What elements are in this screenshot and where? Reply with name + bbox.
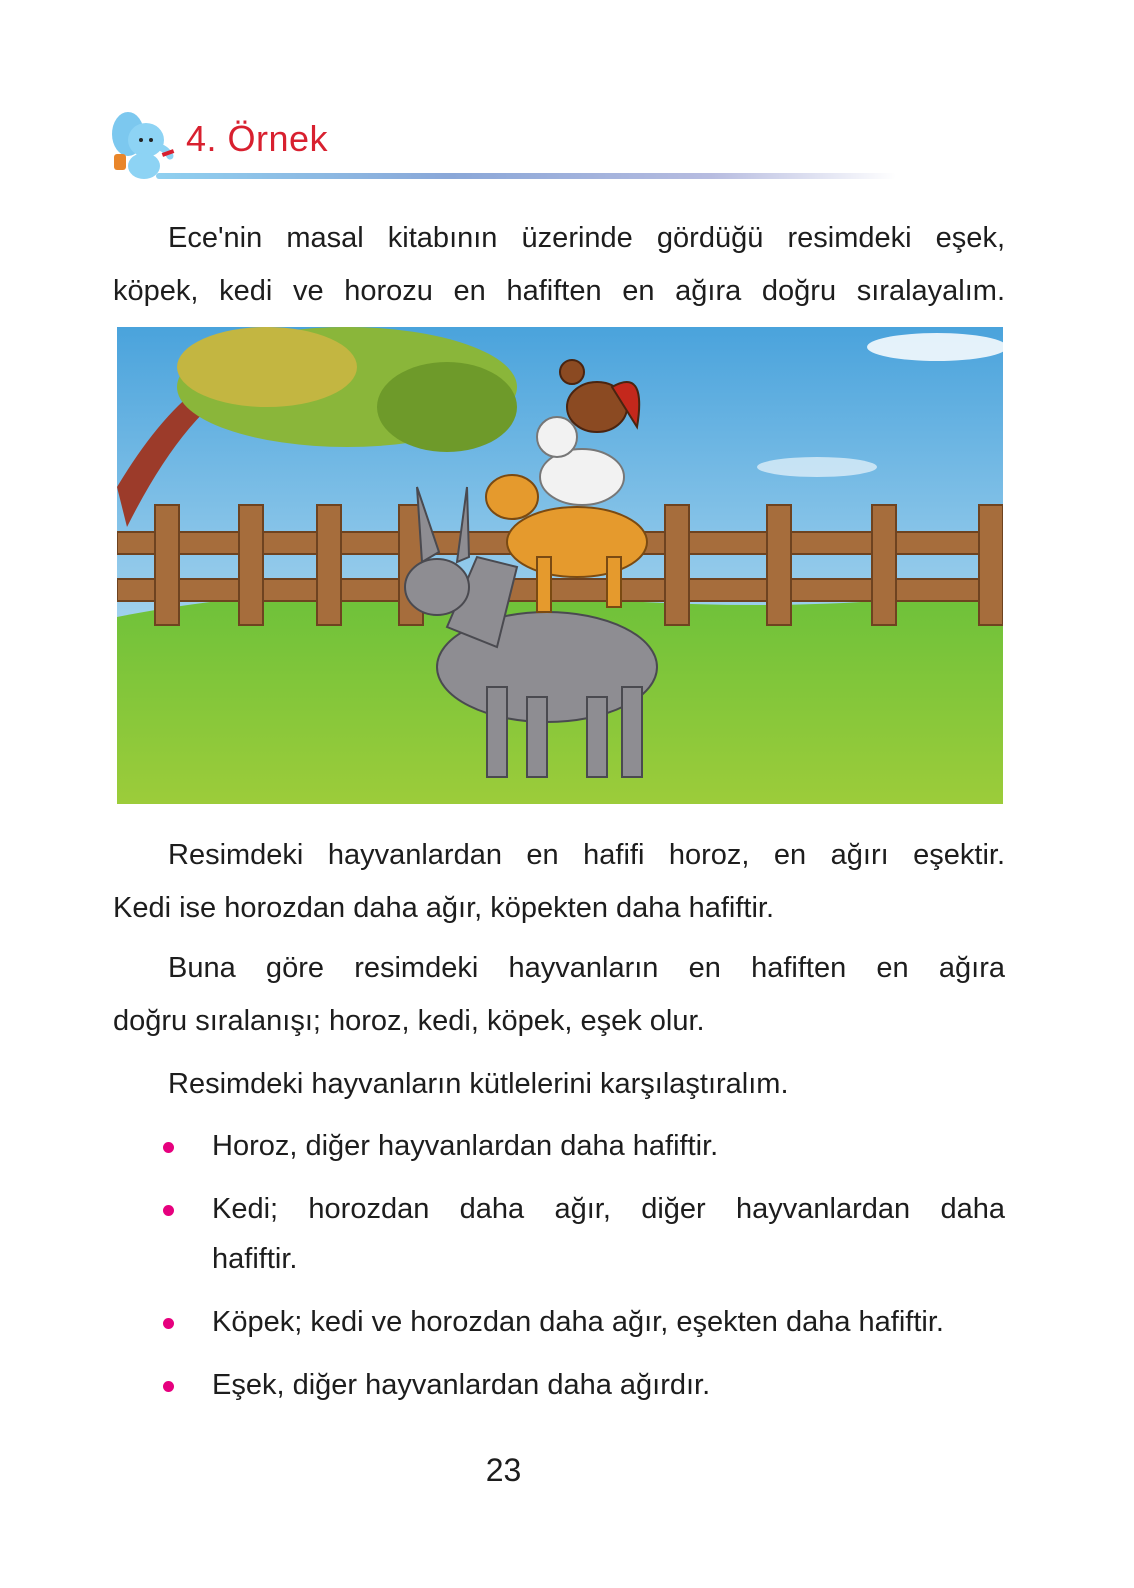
bullet-icon: [163, 1381, 174, 1392]
intro-paragraph: [113, 212, 1005, 318]
comparison-list: [113, 1121, 1005, 1410]
list-item: [113, 1184, 1005, 1284]
list-item: [113, 1121, 1005, 1171]
list-item: [113, 1360, 1005, 1410]
intro-line-2: köpek, kedi ve horozu en hafiften en ağıra doğru sıralayalım.: [113, 275, 1005, 307]
intro-line-1: Ece'nin masal kitabının üzerinde gördüğü resimdeki eşek,: [168, 222, 1005, 254]
list-item-text: Kedi; horozdan daha ağır, diğer hayvanlardan daha: [212, 1193, 1005, 1225]
bullet-icon: [163, 1318, 174, 1329]
bullet-icon: [163, 1205, 174, 1216]
page-content: [113, 0, 1005, 1530]
paragraph-3-line-1: Resimdeki hayvanların kütlelerini karşılaştıralım.: [168, 1068, 789, 1100]
list-item: [113, 1297, 1005, 1347]
section-title: 4. Örnek: [186, 118, 329, 159]
bullet-icon: [163, 1142, 174, 1153]
list-item-text: Eşek, diğer hayvanlardan daha ağırdır.: [212, 1369, 711, 1401]
paragraph-2-line-1: Buna göre resimdeki hayvanların en hafiften en ağıra: [168, 952, 1005, 984]
farm-animals-stacked-illustration: [117, 327, 1003, 804]
paragraph-1-line-1: Resimdeki hayvanlardan en hafifi horoz, en ağırı eşektir.: [168, 839, 1005, 871]
list-item-text-continued: hafiftir.: [212, 1243, 298, 1275]
paragraph-1: [113, 829, 1005, 935]
list-item-text: Horoz, diğer hayvanlardan daha hafiftir.: [212, 1130, 719, 1162]
paragraph-1-line-2: Kedi ise horozdan daha ağır, köpekten daha hafiftir.: [113, 892, 775, 924]
list-item-text: Köpek; kedi ve horozdan daha ağır, eşekten daha hafiftir.: [212, 1306, 944, 1338]
paragraph-2: [113, 942, 1005, 1048]
paragraph-3: [113, 1058, 1005, 1111]
page-number: 23: [485, 1452, 522, 1488]
paragraph-2-line-2: doğru sıralanışı; horoz, kedi, köpek, eşek olur.: [113, 1005, 705, 1037]
